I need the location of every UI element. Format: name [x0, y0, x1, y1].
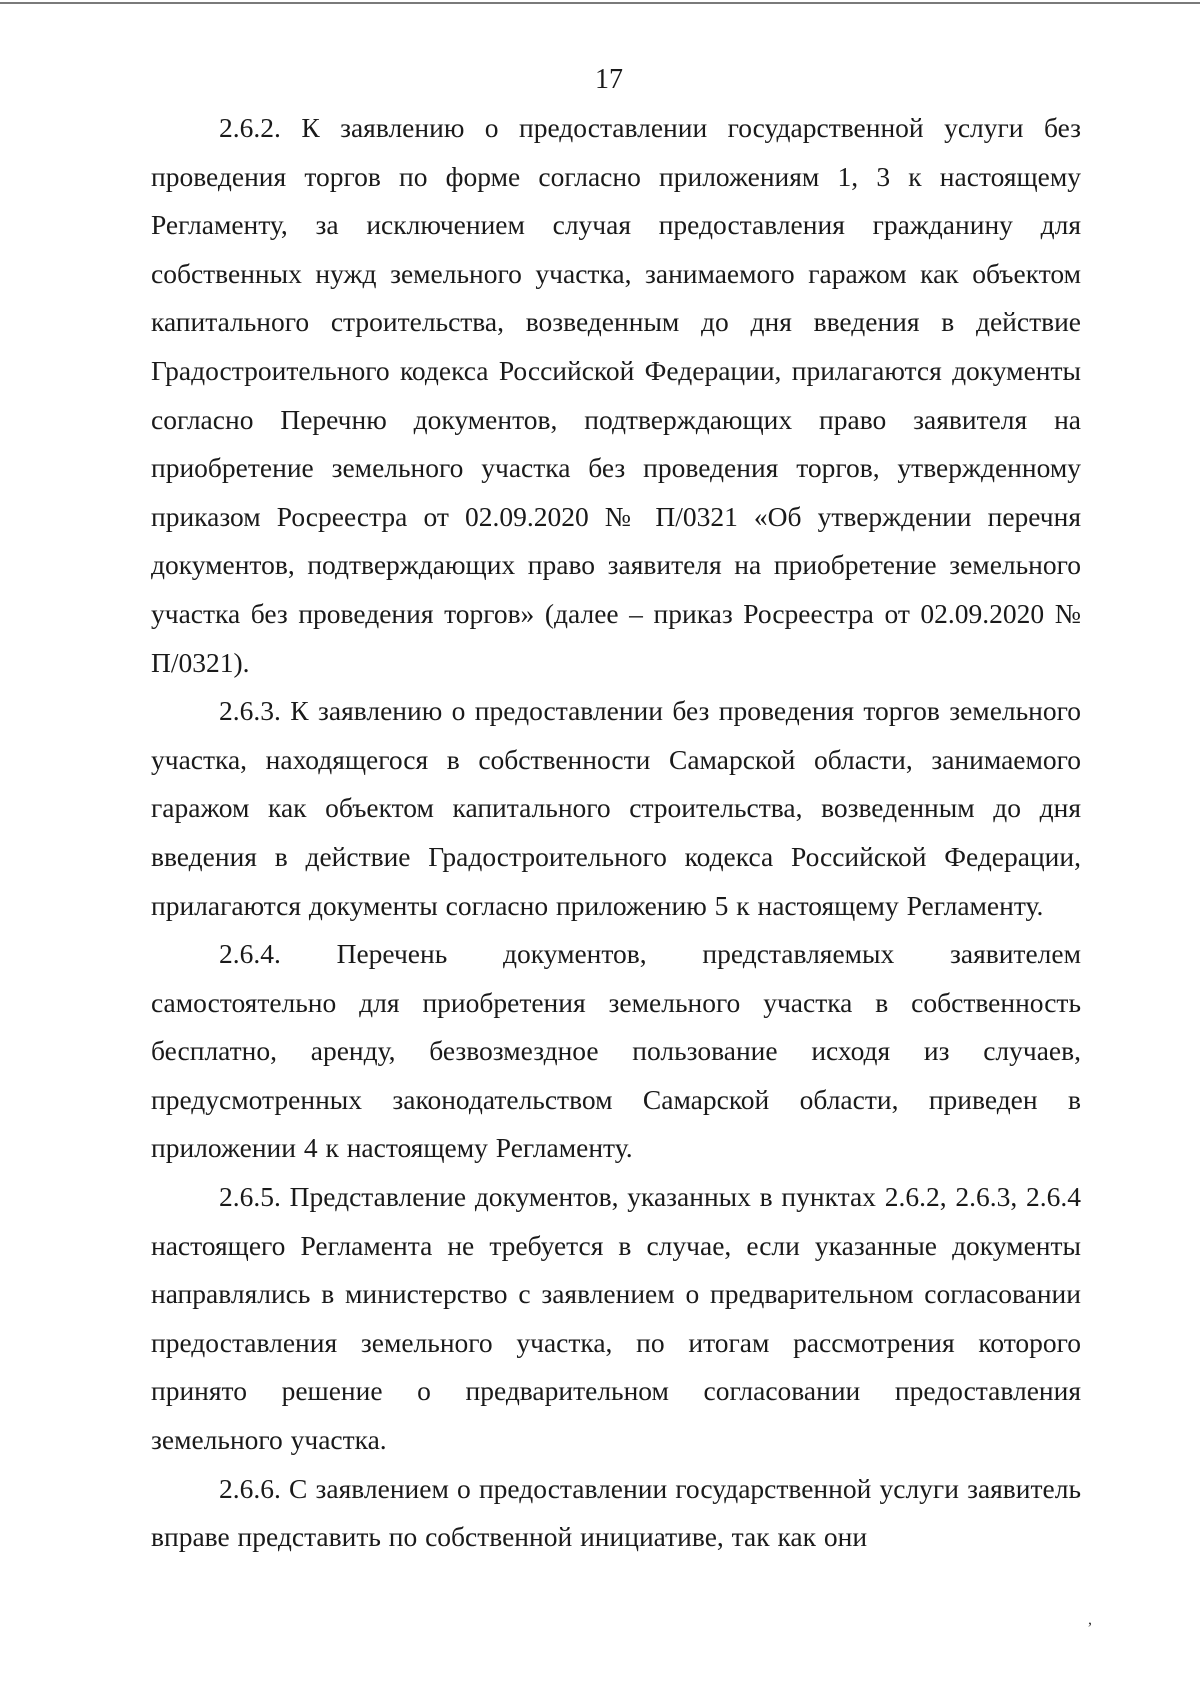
paragraph-2-6-3: 2.6.3. К заявлению о предоставлении без проведения торгов земельного участка, находящегося в собственности Самарской области, занимаемого гаражом как объектом капитального строительства, возведенным до дня введения в действие Градостроительного кодекса Российской Федерации, прилагаются документы согласно приложению 5 к настоящему Регламенту.	[151, 695, 1081, 921]
document-page	[151, 60, 1081, 1562]
paragraph-2-6-2: 2.6.2. К заявлению о предоставлении государственной услуги без проведения торгов по форме согласно приложениям 1, 3 к настоящему Регламенту, за исключением случая предоставления гражданину для собственных нужд земельного участка, занимаемого гаражом как объектом капитального строительства, возведенным до дня введения в действие Градостроительного кодекса Российской Федерации, прилагаются документы согласно Перечню документов, подтверждающих право заявителя на приобретение земельного участка без проведения торгов, утвержденному приказом Росреестра от 02.09.2020 № П/0321 «Об утверждении перечня документов, подтверждающих право заявителя на приобретение земельного участка без проведения торгов» (далее – приказ Росреестра от 02.09.2020 № П/0321).	[151, 112, 1081, 678]
paragraph-2-6-5: 2.6.5. Представление документов, указанных в пунктах 2.6.2, 2.6.3, 2.6.4 настоящего Регламента не требуется в случае, если указанные документы направлялись в министерство с заявлением о предварительном согласовании предоставления земельного участка, по итогам рассмотрения которого принято решение о предварительном согласовании предоставления земельного участка.	[151, 1181, 1081, 1456]
scan-speck: ,	[1088, 1611, 1092, 1628]
page-top-edge	[0, 2, 1200, 4]
paragraph-2-6-4: 2.6.4. Перечень документов, представляемых заявителем самостоятельно для приобретения земельного участка в собственность бесплатно, аренду, безвозмездное пользование исходя из случаев, предусмотренных законодательством Самарской области, приведен в приложении 4 к настоящему Регламенту.	[151, 938, 1081, 1164]
page-number: 17	[595, 64, 623, 95]
paragraph-2-6-6: 2.6.6. С заявлением о предоставлении государственной услуги заявитель вправе представить по собственной инициативе, так как они	[151, 1472, 1081, 1553]
